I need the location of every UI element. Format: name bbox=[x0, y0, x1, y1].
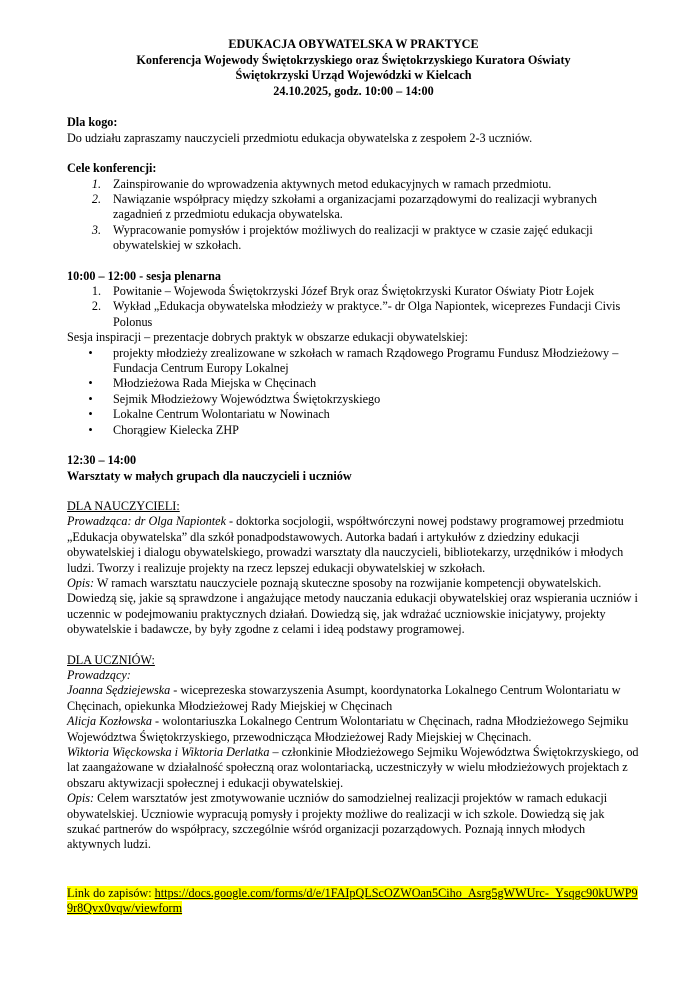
list-text: Wykład „Edukacja obywatelska młodzieży w praktyce.”- dr Olga Napiontek, wiceprezes Fundacji Civis Polonus bbox=[113, 299, 621, 329]
leader-bio: - wiceprezeska stowarzyszenia Asumpt, koordynatorka Lokalnego Centrum Wolontariatu w Chęcinach, opiekunka Młodzieżowej Rady Miejskiej w Chęcinach bbox=[67, 683, 621, 713]
inspiration-list bbox=[67, 346, 640, 438]
bullet-icon: • bbox=[88, 422, 93, 437]
signup-link[interactable]: https://docs.google.com/forms/d/e/1FAIpQLScOZWOan5Ciho_Asrg5gWWUrc-_Ysqgc90kUWP99r8Qvx0vqw/viewform bbox=[67, 885, 638, 916]
students-leaders-label: Prowadzący: bbox=[67, 667, 131, 682]
workshops-heading: Warsztaty w małych grupach dla nauczycieli i uczniów bbox=[67, 468, 352, 483]
goals-section bbox=[67, 161, 640, 253]
plenary-list bbox=[67, 284, 640, 330]
bullet-icon: • bbox=[88, 391, 93, 406]
students-section bbox=[67, 653, 640, 853]
inspiration-intro: Sesja inspiracji – prezentacje dobrych praktyk w obszarze edukacji obywatelskiej: bbox=[67, 330, 469, 345]
students-heading: DLA UCZNIÓW: bbox=[67, 652, 155, 667]
workshops-section bbox=[67, 453, 640, 484]
leader-bio: - wolontariuszka Lokalnego Centrum Wolontariatu w Chęcinach, radna Młodzieżowego Sejmiku Województwa Świętokrzyskiego, przewodnicząca Młodzieżowej Rady Miejskiej w Chęcinach. bbox=[67, 714, 629, 744]
bullet-icon: • bbox=[88, 407, 93, 422]
description-text: Celem warsztatów jest zmotywowanie uczniów do samodzielnej realizacji projektów w ramach edukacji obywatelskiej. Uczniowie wypracują pomysły i projekty możliwe do realizacji w ich szkole. Dowiedzą się jak szukać partnerów do współpracy, szczególnie wśród organizacji pozarządowych. Poznają innych młodych aktywnych ludzi. bbox=[67, 791, 608, 852]
list-text: projekty młodzieży zrealizowane w szkołach w ramach Rządowego Programu Fundusz Młodzieżowy – Fundacja Centrum Europy Lokalnej bbox=[113, 345, 619, 376]
list-item bbox=[67, 192, 640, 223]
signup-label: Link do zapisów: bbox=[67, 885, 155, 900]
teachers-description bbox=[67, 576, 640, 638]
list-text: Powitanie – Wojewoda Świętokrzyski Józef Bryk oraz Świętokrzyski Kurator Oświaty Piotr Łojek bbox=[113, 284, 595, 299]
signup-section bbox=[67, 886, 640, 917]
conference-subtitle: Konferencja Wojewody Świętokrzyskiego oraz Świętokrzyskiego Kuratora Oświaty bbox=[136, 52, 571, 67]
leader-name: Alicja Kozłowska bbox=[67, 714, 152, 729]
list-item bbox=[67, 376, 640, 391]
audience-text: Do udziału zapraszamy nauczycieli przedmiotu edukacja obywatelska z zespołem 2-3 uczniów. bbox=[67, 130, 533, 145]
student-leader bbox=[67, 745, 640, 791]
signup-highlight bbox=[67, 886, 638, 915]
list-text: Wypracowanie pomysłów i projektów możliwych do realizacji w praktyce w czasie zajęć edukacji obywatelskiej w szkołach. bbox=[113, 222, 593, 253]
list-number: 1. bbox=[91, 284, 101, 299]
plenary-section bbox=[67, 269, 640, 438]
teachers-leader-label: Prowadząca: dr Olga Napiontek bbox=[67, 514, 226, 529]
student-leader bbox=[67, 714, 640, 745]
list-item bbox=[67, 284, 640, 299]
list-item bbox=[67, 177, 640, 192]
goals-heading: Cele konferencji: bbox=[67, 161, 157, 176]
description-label: Opis: bbox=[67, 791, 95, 806]
student-leader bbox=[67, 683, 640, 714]
bullet-icon: • bbox=[88, 376, 93, 391]
workshops-time: 12:30 – 14:00 bbox=[67, 453, 137, 468]
list-text: Sejmik Młodzieżowy Województwa Świętokrzyskiego bbox=[113, 391, 381, 406]
list-number: 1. bbox=[91, 176, 101, 191]
students-description bbox=[67, 791, 640, 853]
list-item bbox=[67, 346, 640, 377]
list-item bbox=[67, 299, 640, 330]
audience-heading: Dla kogo: bbox=[67, 115, 118, 130]
list-item bbox=[67, 223, 640, 254]
teachers-leader-paragraph bbox=[67, 514, 640, 576]
list-number: 2. bbox=[91, 299, 101, 314]
list-text: Zainspirowanie do wprowadzenia aktywnych metod edukacyjnych w ramach przedmiotu. bbox=[113, 176, 552, 191]
list-text: Chorągiew Kielecka ZHP bbox=[113, 422, 239, 437]
description-text: W ramach warsztatu nauczyciele poznają skuteczne sposoby na rozwijanie kompetencji obywatelskich. Dowiedzą się, jakie są sprawdzone i angażujące metody nauczania edukacji obywatelskiej oraz wspierania uczniów i uczennic w podejmowaniu praktycznych działań. Dowiedzą się, jak wdrażać uczniowskie inicjatywy, projekty obywatelskie i badawcze, by były zgodne z celami i ideą podstawy programowej. bbox=[67, 575, 638, 637]
conference-venue: Świętokrzyski Urząd Wojewódzki w Kielcach bbox=[235, 68, 472, 83]
list-text: Nawiązanie współpracy między szkołami a organizacjami pozarządowymi do realizacji wybranych zagadnień z przedmiotu edukacja obywatelska. bbox=[113, 192, 598, 222]
leader-name: Joanna Sędziejewska bbox=[67, 683, 171, 698]
list-number: 3. bbox=[91, 222, 101, 237]
plenary-heading: 10:00 – 12:00 - sesja plenarna bbox=[67, 268, 222, 283]
conference-datetime: 24.10.2025, godz. 10:00 – 14:00 bbox=[273, 83, 434, 98]
list-number: 2. bbox=[91, 192, 101, 206]
document-header bbox=[67, 37, 640, 99]
goals-list bbox=[67, 177, 640, 254]
bullet-icon: • bbox=[88, 345, 93, 360]
list-item bbox=[67, 423, 640, 438]
leader-name: Wiktoria Więckowska i Wiktoria Derlatka bbox=[67, 745, 270, 759]
leader-bio: – członkinie Młodzieżowego Sejmiku Województwa Świętokrzyskiego, od lat zaangażowane w działalność społeczną oraz wolontariacką, uczestniczyły w wielu młodzieżowych projektach z obszaru aktywizacji społecznej i edukacji obywatelskiej. bbox=[67, 745, 639, 790]
list-item bbox=[67, 407, 640, 422]
list-text: Młodzieżowa Rada Miejska w Chęcinach bbox=[113, 376, 317, 391]
audience-section bbox=[67, 115, 640, 146]
list-item bbox=[67, 392, 640, 407]
teachers-leader-bio: - doktorka socjologii, współtwórczyni nowej podstawy programowej przedmiotu „Edukacja obywatelska” dla szkół ponadpodstawowych. Autorka badań i artykułów z dziedziny edukacji obywatelskiej i dialogu obywatelskiego, prowadzi warsztaty dla nauczycieli, bibliotekarzy, urzędników i młodych ludzi. Tworzy i realizuje projekty na rzecz lepszej edukacji obywatelskiej w szkołach. bbox=[67, 514, 624, 575]
list-text: Lokalne Centrum Wolontariatu w Nowinach bbox=[113, 407, 330, 422]
teachers-section bbox=[67, 499, 640, 638]
document-title: EDUKACJA OBYWATELSKA W PRAKTYCE bbox=[228, 37, 479, 51]
description-label: Opis: bbox=[67, 575, 95, 590]
teachers-heading: DLA NAUCZYCIELI: bbox=[67, 498, 180, 513]
